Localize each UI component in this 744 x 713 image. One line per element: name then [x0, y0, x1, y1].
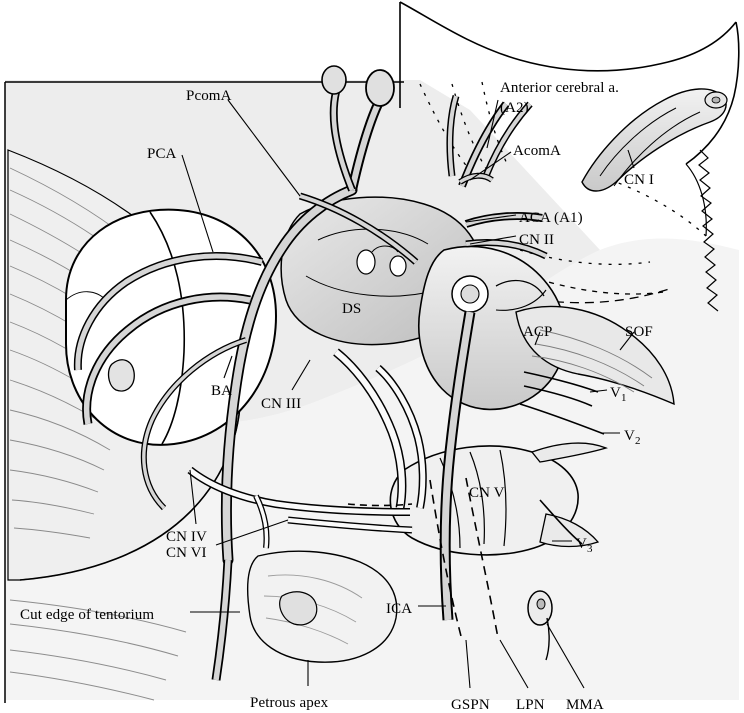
label-text: CN I [624, 172, 654, 188]
label-text: PcomA [186, 88, 232, 104]
label-sof [625, 324, 653, 341]
label-text: Anterior cerebral a. [500, 80, 620, 96]
label-text: V [610, 385, 621, 401]
label-v2 [624, 428, 641, 447]
label-text: AcomA [513, 143, 561, 159]
label-cn2 [519, 232, 554, 249]
label-subscript: 2 [634, 435, 641, 447]
label-acp [523, 324, 552, 341]
label-text: ACP [523, 324, 553, 340]
label-text: CN V [469, 485, 505, 501]
label-aca_a1 [519, 210, 583, 227]
label-cn5 [469, 485, 505, 502]
label-text: ICA [386, 601, 413, 617]
label-gspn [451, 697, 490, 713]
label-text: ACA (A1) [519, 210, 583, 226]
label-ba [211, 383, 232, 400]
label-text: SOF [625, 324, 653, 340]
label-petrous [250, 695, 328, 712]
label-cn3 [261, 396, 301, 413]
label-subscript: 1 [620, 392, 627, 404]
label-v1 [610, 385, 627, 404]
label-text: PCA [147, 146, 177, 162]
label-text: CN III [261, 396, 302, 412]
label-text: CN VI [166, 545, 207, 561]
label-text: V [624, 428, 635, 444]
label-lpn [516, 697, 545, 713]
label-mma [566, 697, 604, 713]
label-ds [342, 301, 361, 318]
label-text: (A2) [500, 100, 529, 116]
label-text: BA [211, 383, 233, 399]
label-cut_edge [20, 607, 154, 624]
label-acoma [513, 143, 561, 160]
label-text: DS [342, 301, 362, 317]
label-text: Petrous apex [250, 695, 329, 711]
label-ica [386, 601, 412, 618]
label-text: MMA [566, 697, 604, 713]
label-text: GSPN [451, 697, 490, 713]
label-cn6 [166, 545, 207, 562]
label-v3 [576, 536, 593, 555]
label-text: CN II [519, 232, 555, 248]
label-pca [147, 146, 176, 163]
label-text: Cut edge of tentorium [20, 607, 155, 623]
label-aca_a2_sub [500, 100, 529, 117]
label-cn4 [166, 529, 207, 546]
label-aca_a2 [500, 80, 619, 97]
label-cn1 [624, 172, 654, 189]
label-text: V [576, 536, 587, 552]
label-pcoma [186, 88, 232, 105]
label-subscript: 3 [586, 543, 593, 555]
label-text: CN IV [166, 529, 207, 545]
label-text: LPN [516, 697, 545, 713]
